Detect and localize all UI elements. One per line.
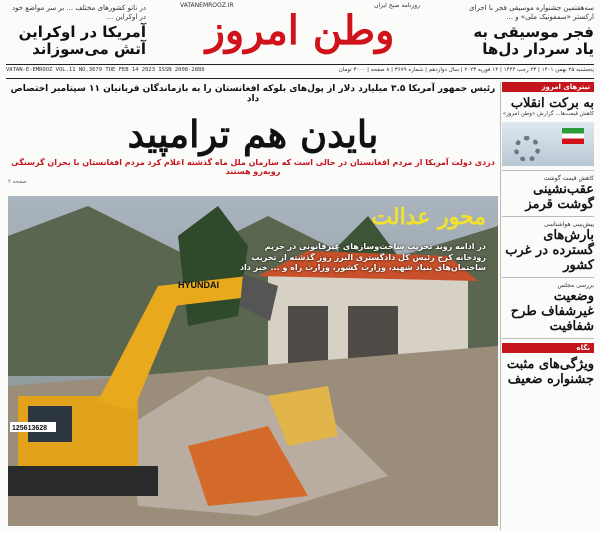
side-item-kicker: نگاه bbox=[502, 343, 594, 353]
logo-block[interactable] bbox=[150, 2, 450, 62]
side-item-image bbox=[502, 122, 594, 166]
masthead-rule bbox=[6, 64, 594, 65]
side-item-headline: به برکت انقلاب bbox=[510, 96, 594, 111]
lead-subhead: دزدی دولت آمریکا از مردم افغانستان در حالی است که سازمان ملل ماه گذشته اعلام کرد مردم افغانستان با بحران گرسنگی روبه‌رو هستند bbox=[11, 158, 495, 176]
dateline-rule bbox=[6, 78, 594, 79]
right-teaser-kicker: سه‌هفتمین جشنواره موسیقی فجر با اجرای ارکستر «سمفونیک ملی» و ... bbox=[469, 4, 594, 21]
side-item-kicker: کاهش قیمت گوشت bbox=[543, 175, 594, 182]
left-teaser-headline: آمریکا در اوکراین آتش می‌سوزاند bbox=[18, 23, 146, 58]
side-item[interactable] bbox=[502, 221, 594, 273]
motto: روزنامه صبح ایران bbox=[374, 2, 420, 9]
side-item-headline: ویژگی‌های مثبت جشنواره ضعیف bbox=[506, 357, 594, 387]
lead-story[interactable] bbox=[8, 82, 498, 185]
demolition-photo[interactable] bbox=[8, 196, 498, 526]
side-item-headline: عقب‌نشینی گوشت قرمز bbox=[525, 182, 594, 212]
masthead bbox=[0, 0, 600, 63]
side-column bbox=[502, 82, 594, 530]
lead-headline: بایدن هم ترامپید bbox=[127, 112, 379, 156]
iran-flag-icon bbox=[562, 128, 584, 144]
side-item[interactable] bbox=[502, 343, 594, 387]
left-teaser-kicker: در ناتو کشورهای مختلف ... بر سر مواضع خود در اوکراین ... bbox=[11, 4, 146, 21]
lead-kicker: رئیس جمهور آمریکا ۳.۵ میلیارد دلار از پول‌های بلوکه افغانستان را به بازماندگان قربانیان ۱۱ سپتامبر اختصاص داد bbox=[10, 84, 496, 104]
dateline-persian: پنجشنبه ۲۵ بهمن ۱۴۰۱ | ۲۳ رجب ۱۴۴۴ | ۱۴ فوریه ۲۰۲۳ | سال دوازدهم | شماره ۳۶۷۹ | ۸ صفحه | ۳۰۰۰ تومان bbox=[338, 67, 594, 73]
dateline bbox=[6, 67, 594, 77]
side-item-headline: وضعیت غیرشفاف طرح شفافیت bbox=[510, 289, 594, 334]
side-item[interactable] bbox=[502, 282, 594, 334]
photo-caption: در ادامه روند تخریب ساخت‌وسازهای غیرقانونی در حریم رودخانه کرج رئیس کل دادگستری البرز روز گذشته از تخریب ساختمان‌های بنیاد شهید، وزارت کشور، وزارت راه و ... خبر داد bbox=[239, 242, 486, 272]
side-item-headline: بارش‌های گسترده در غرب کشور bbox=[505, 228, 594, 273]
right-teaser[interactable] bbox=[454, 4, 594, 58]
side-item[interactable] bbox=[502, 175, 594, 212]
side-item-kicker: پیش‌بینی هواشناسی bbox=[544, 221, 594, 228]
gear-icon bbox=[514, 136, 540, 162]
dateline-latin: VATAN-E-EMROOZ VOL.11 NO.3679 TUE FEB 14 2023 ISSN 2008-2886 bbox=[6, 67, 205, 73]
excavator-brand: HYUNDAI bbox=[178, 280, 220, 290]
side-item[interactable] bbox=[502, 96, 594, 118]
right-teaser-headline: فجر موسیقی به یاد سردار دل‌ها bbox=[473, 23, 594, 58]
side-item-kicker: کاهش قیمت‌ها... گزارش «وطن امروز» bbox=[502, 111, 594, 117]
newspaper-logo: وطن امروز bbox=[205, 7, 395, 54]
site-url: VATANEMROOZ.IR bbox=[180, 2, 234, 9]
side-item-kicker: بررسی مجلس bbox=[557, 282, 594, 289]
excavator-phone: 125613628 bbox=[12, 425, 48, 432]
photo-title: محور عدالت bbox=[371, 204, 486, 230]
left-teaser[interactable] bbox=[6, 4, 146, 58]
column-divider bbox=[500, 82, 501, 530]
lead-byline: صفحه ۲ bbox=[8, 179, 27, 185]
side-column-tag: تیترهای امروز bbox=[502, 82, 594, 92]
